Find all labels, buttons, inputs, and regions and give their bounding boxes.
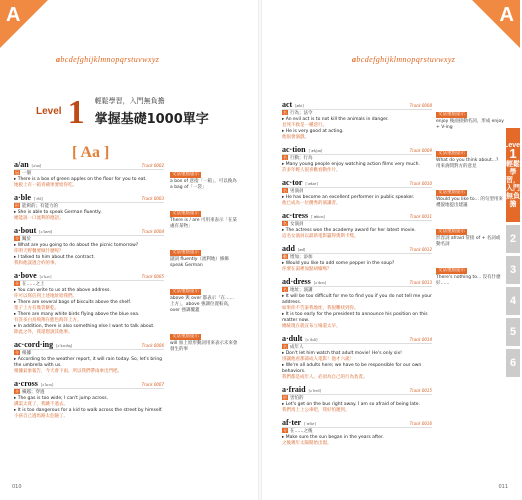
right-notes-column [436, 100, 504, 295]
entry-header [282, 145, 432, 155]
example-translation: 如果你不告訴我地址，我很難找到你。 [282, 306, 359, 311]
section-letter-right: A [499, 4, 514, 26]
example-translation: 見死不救是一種惡行。 [282, 123, 327, 128]
level-label: Level [36, 106, 62, 117]
headword: a·bove [əˈbʌv] [14, 271, 52, 280]
phonetic: [ə/ən] [31, 163, 41, 168]
level-heading [36, 96, 209, 130]
definition-text: 男演員 [290, 189, 304, 194]
example-sentence: ▸ Would you like to add some pepper in the soup? [282, 261, 395, 266]
headword: a·cross [əˈkrɔs] [14, 379, 54, 388]
phonetic: [ˈæktɚ] [305, 181, 318, 186]
definition-text: 行動；行為 [290, 156, 313, 161]
example-sentence: ▸ We're all adults here; we have to be responsible for our own behaviors. [282, 363, 422, 374]
example-sentence: ▸ Make sure the sun began in the years after. [282, 435, 384, 440]
tab-level-2[interactable]: 2 [506, 225, 520, 253]
right-page [262, 0, 520, 500]
definition-line [282, 254, 432, 261]
entry [282, 334, 432, 381]
example-sentence: ▸ She is able to speak German fluently. [14, 210, 102, 215]
left-page [0, 0, 258, 500]
level-number: 1 [67, 94, 85, 131]
entry [14, 160, 164, 189]
grammar-note [436, 217, 504, 248]
example-translation: 他很會演戲。 [282, 135, 309, 140]
definition-line [14, 350, 164, 357]
definition-text: 橫越；穿過 [22, 390, 45, 395]
example-sentence: ▸ There are many white birds flying above the blue sea. [14, 312, 140, 317]
phonetic: [ˈebl̩] [33, 196, 43, 201]
example-sentence: ▸ The gas is too wide; I can't jump across. [14, 396, 109, 401]
headword: ac·tress [ˈæktrɪs] [282, 211, 325, 220]
left-notes-column [170, 160, 238, 361]
grammar-note-tag: 文法重點提示 [438, 229, 465, 234]
grammar-note-body: 形容詞 afraid 常接 of + 名詞或動名詞 [436, 236, 501, 247]
grammar-note-body: 副詞 fluently（流利地）修飾 speak German [170, 257, 229, 268]
alphabet-index-right: abcdefghijklmnopqrstuvwxyz [352, 55, 456, 64]
part-of-speech-badge: 名 [283, 155, 287, 160]
grammar-note [170, 322, 238, 353]
example-translation: 你要在湯裡加點胡椒嗎？ [282, 267, 332, 272]
example-sentence: ▸ According to the weather report, it will rain today. So, let's bring the umbrella with us. [14, 357, 163, 368]
track-label: Track 0004 [141, 229, 164, 234]
definition-text: 在……之後 [290, 429, 313, 434]
entry-header [282, 334, 432, 344]
tab-level-label: Level [504, 141, 522, 149]
entry-header [282, 418, 432, 428]
entry [282, 178, 432, 207]
headword: act [ækt] [282, 100, 304, 109]
level-title: 掌握基礎1000單字 [94, 112, 209, 127]
right-entry-column [282, 100, 432, 451]
example-sentence: ▸ He is very good at acting. [282, 129, 344, 134]
phonetic: [əˈkrɔs] [40, 382, 54, 387]
example-translation: 我們都是成年人，必須為自己的行為負責。 [282, 375, 368, 380]
part-of-speech-badge: 動 [283, 254, 287, 259]
tab-level-6[interactable]: 6 [506, 349, 520, 377]
headword: ac·tion [ˈækʃən] [282, 145, 323, 154]
grammar-note [170, 277, 238, 314]
track-label: Track 0008 [409, 103, 432, 108]
entry-header [14, 340, 164, 350]
example-translation: 我們馬上上公車吧，我好怕遲到。 [282, 408, 350, 413]
grammar-note-tag: 文法重點提示 [438, 268, 465, 273]
grammar-note-body: What do you think about...? 用來詢問對方的意見 [436, 158, 499, 169]
example-translation: 溝渠太寬了，我跳不過去。 [14, 402, 68, 407]
headword: a·dult [əˈdʌlt] [282, 334, 318, 343]
tab-level-number: 1 [509, 145, 517, 161]
example-translation: 根據氣象報告，今天會下雨，所以我們帶雨傘出門吧。 [14, 369, 122, 374]
grammar-note-tag: 文法重點提示 [438, 190, 465, 195]
definition-line [14, 236, 164, 243]
track-label: Track 0011 [409, 214, 432, 219]
phonetic: [əˈdʌlt] [305, 337, 318, 342]
part-of-speech-badge: 名 [283, 221, 287, 226]
entry-header [14, 193, 164, 203]
example-sentence: ▸ Don't let him watch that adult movie! He's only six! [282, 351, 402, 356]
definition-line [14, 203, 164, 210]
entry [282, 211, 432, 240]
phonetic: [ækt] [295, 103, 304, 108]
grammar-note-body: above 與 over 都表示「在……上方」，above 強調位置較高，over 強調覆蓋 [170, 296, 235, 313]
entry [14, 271, 164, 336]
part-of-speech-badge: 冠 [15, 170, 19, 175]
definition-line [282, 155, 432, 162]
example-sentence: ▸ In addition, there is also something else I want to talk about. [14, 324, 155, 329]
example-sentence: ▸ What are you going to do about the picnic tomorrow? [14, 243, 139, 248]
part-of-speech-badge: 名 [283, 287, 287, 292]
example-sentence: ▸ There is a box of green apples on the floor for you to eat. [14, 177, 147, 182]
example-sentence: ▸ It is too early for the president to announce his position on this matter now. [282, 312, 428, 323]
entry-header [282, 100, 432, 110]
entry [14, 340, 164, 375]
tab-level-title: 輕鬆學習，入門無負擔 [506, 160, 520, 208]
definition-text: 女演員 [290, 222, 304, 227]
example-translation: 地板上有一箱青蘋果要給你吃。 [14, 183, 77, 188]
definition-line [14, 170, 164, 177]
grammar-note-body: enjoy 後面接動名詞，形成 enjoy + V-ing [436, 119, 504, 130]
example-sentence: ▸ An evil act is to not kill the animals in danger. [282, 117, 389, 122]
part-of-speech-badge: 名 [283, 110, 287, 115]
headword: af·ter [ˈæftɚ] [282, 418, 316, 427]
grammar-note [436, 139, 504, 170]
definition-text: 能夠的；有能力的 [22, 204, 58, 209]
example-sentence: ▸ It is too dangerous for a kid to walk across the street by himself. [14, 408, 163, 413]
definition-text: 害怕的 [290, 396, 304, 401]
track-label: Track 0003 [141, 196, 164, 201]
phonetic: [əˈdrɛs] [313, 280, 327, 285]
example-sentence: ▸ Let's get on the bus right away. I am so afraid of being late. [282, 402, 420, 407]
example-sentence: ▸ You can write to us at the above address. [14, 288, 111, 293]
example-translation: 總統現在就宣布立場還太早。 [282, 324, 341, 329]
phonetic: [æd] [297, 247, 306, 252]
entry [14, 193, 164, 222]
part-of-speech-badge: 介 [15, 350, 19, 355]
example-translation: 有許多白鳥飛翔在藍色海洋上方。 [14, 318, 82, 323]
part-of-speech-badge: 介 [15, 236, 19, 241]
entry [282, 244, 432, 273]
grammar-note [170, 199, 238, 230]
entry-header [14, 160, 164, 170]
definition-line [282, 428, 432, 435]
headword: a/an [ə/ən] [14, 160, 41, 169]
example-sentence: ▸ Many young people enjoy watching action films very much. [282, 162, 420, 167]
example-translation: 別讓他看那部成人電影！他才六歲！ [282, 357, 354, 362]
track-label: Track 0015 [409, 388, 432, 393]
example-translation: 之後幾年太陽開始出現。 [282, 441, 332, 446]
track-label: Track 0007 [141, 382, 164, 387]
track-label: Track 0009 [409, 148, 432, 153]
level-subtitle: 輕鬆學習，入門無負擔 [94, 97, 165, 105]
phonetic: [əˈbaʊt] [39, 229, 53, 234]
grammar-note-body: There's nothing to... 沒有什麼好…… [436, 275, 501, 286]
example-translation: 這名女演員以最新電影贏得奧斯卡獎。 [282, 234, 359, 239]
definition-line [282, 287, 432, 294]
example-sentence: ▸ The actress won the academy award for her latest movie. [282, 228, 416, 233]
example-sentence: ▸ There are several bags of biscuits above the shelf. [14, 300, 132, 305]
headword: ad·dress [əˈdrɛs] [282, 277, 327, 286]
definition-text: 地址；演講 [290, 288, 313, 293]
phonetic: [ˈæktrɪs] [311, 214, 325, 219]
part-of-speech-badge: 名 [283, 188, 287, 193]
grammar-note [436, 256, 504, 287]
phonetic: [ˈæftɚ] [304, 421, 316, 426]
headword: a·fraid [əˈfred] [282, 385, 321, 394]
grammar-note [436, 100, 504, 131]
example-translation: 除此之外，我還想說其他事。 [14, 330, 73, 335]
example-sentence: ▸ I talked to him about the contract. [14, 255, 95, 260]
definition-text: 增加；添加 [290, 255, 313, 260]
level-tabs [506, 128, 520, 380]
entry-header [282, 385, 432, 395]
entry-header [14, 226, 164, 236]
definition-line [282, 344, 432, 351]
example-translation: 我和他談過合約的事。 [14, 261, 59, 266]
definition-text: 成年人 [290, 345, 304, 350]
example-translation: 你可以寫信到上述地址給我們。 [14, 294, 77, 299]
entry [14, 379, 164, 420]
grammar-note-body: will 加上原形動詞用來表示未來會發生的事 [170, 341, 238, 352]
tab-level-1[interactable] [506, 128, 520, 222]
example-translation: 你明天野餐要做什麼呢？ [14, 249, 64, 254]
part-of-speech-badge: 介 [15, 389, 19, 394]
headword: ac·cord·ing [əˈkɔrdɪŋ] [14, 340, 73, 349]
headword: add [æd] [282, 244, 306, 253]
grammar-note-tag: 文法重點提示 [438, 112, 465, 117]
definition-text: 關於 [22, 237, 31, 242]
track-label: Track 0005 [141, 274, 164, 279]
track-label: Track 0006 [141, 343, 164, 348]
entry-header [282, 244, 432, 254]
headword: a·bout [əˈbaʊt] [14, 226, 53, 235]
definition-line [282, 188, 432, 195]
example-sentence: ▸ It will be too difficult for me to find you if you do not tell me your address. [282, 294, 432, 305]
definition-text: 在……之上 [22, 282, 45, 287]
grammar-note [436, 178, 504, 209]
part-of-speech-badge: 介 [15, 281, 19, 286]
grammar-note [170, 160, 238, 191]
left-entry-column [14, 160, 164, 424]
example-sentence: ▸ He has become an excellent performer in public speaker. [282, 195, 415, 200]
tab-level-4[interactable]: 4 [506, 287, 520, 315]
part-of-speech-badge: 介 [283, 428, 287, 433]
phonetic: [əˈkɔrdɪŋ] [56, 343, 73, 348]
tab-level-3[interactable]: 3 [506, 256, 520, 284]
phonetic: [əˈbʌv] [39, 274, 52, 279]
grammar-note [170, 238, 238, 269]
grammar-note-tag: 文法重點提示 [172, 250, 199, 255]
definition-text: 根據 [22, 351, 31, 356]
part-of-speech-badge: 名 [283, 344, 287, 349]
definition-line [14, 281, 164, 288]
phonetic: [əˈfred] [308, 388, 321, 393]
entry-header [282, 211, 432, 221]
grammar-note-body: a box of 意指「一箱」，可以換為 a bag of「一袋」 [170, 179, 237, 190]
example-translation: 小孩自己過馬路太危險了。 [14, 414, 68, 419]
part-of-speech-badge: 形 [283, 395, 287, 400]
track-label: Track 0013 [409, 280, 432, 285]
example-translation: 她能說一口流利的德語。 [14, 216, 64, 221]
definition-line [14, 389, 164, 396]
grammar-note-body: Would you like to... 的句型用來禮貌地提出建議 [436, 197, 503, 208]
entry-header [282, 178, 432, 188]
page-number-right: 011 [498, 484, 508, 490]
track-label: Track 0012 [409, 247, 432, 252]
entry [282, 418, 432, 447]
definition-line [282, 395, 432, 402]
section-letter-left: A [6, 4, 21, 26]
entry-header [282, 277, 432, 287]
grammar-note-tag: 文法重點提示 [172, 334, 199, 339]
grammar-note-tag: 文法重點提示 [172, 211, 199, 216]
definition-line [282, 221, 432, 228]
grammar-note-tag: 文法重點提示 [438, 151, 465, 156]
definition-line [282, 110, 432, 117]
entry [282, 100, 432, 141]
track-label: Track 0002 [141, 163, 164, 168]
tab-level-5[interactable]: 5 [506, 318, 520, 346]
definition-text: 行為；法令 [290, 111, 313, 116]
grammar-note-tag: 文法重點提示 [172, 172, 199, 177]
phonetic: [ˈækʃən] [308, 148, 323, 153]
example-translation: 架子上方有幾袋餅乾。 [14, 306, 59, 311]
section-heading: [ Aa ] [72, 144, 110, 161]
grammar-note-tag: 文法重點提示 [172, 289, 199, 294]
alphabet-index-left: abcdefghijklmnopqrstuvwxyz [56, 55, 160, 64]
entry [282, 277, 432, 330]
entry [282, 385, 432, 414]
track-label: Track 0014 [409, 337, 432, 342]
entry [14, 226, 164, 267]
track-label: Track 0016 [409, 421, 432, 426]
example-translation: 許多年輕人很喜歡看動作片。 [282, 168, 341, 173]
entry-header [14, 271, 164, 281]
entry-header [14, 379, 164, 389]
grammar-note-body: There is / are 可用來表示「在某處有某物」 [170, 218, 237, 229]
part-of-speech-badge: 形 [15, 203, 19, 208]
definition-text: 一個 [22, 171, 31, 176]
example-translation: 他已成為一位優秀的演講者。 [282, 201, 341, 206]
headword: ac·tor [ˈæktɚ] [282, 178, 318, 187]
headword: a·ble [ˈebl̩] [14, 193, 43, 202]
track-label: Track 0010 [409, 181, 432, 186]
page-number-left: 010 [12, 484, 22, 490]
entry [282, 145, 432, 174]
